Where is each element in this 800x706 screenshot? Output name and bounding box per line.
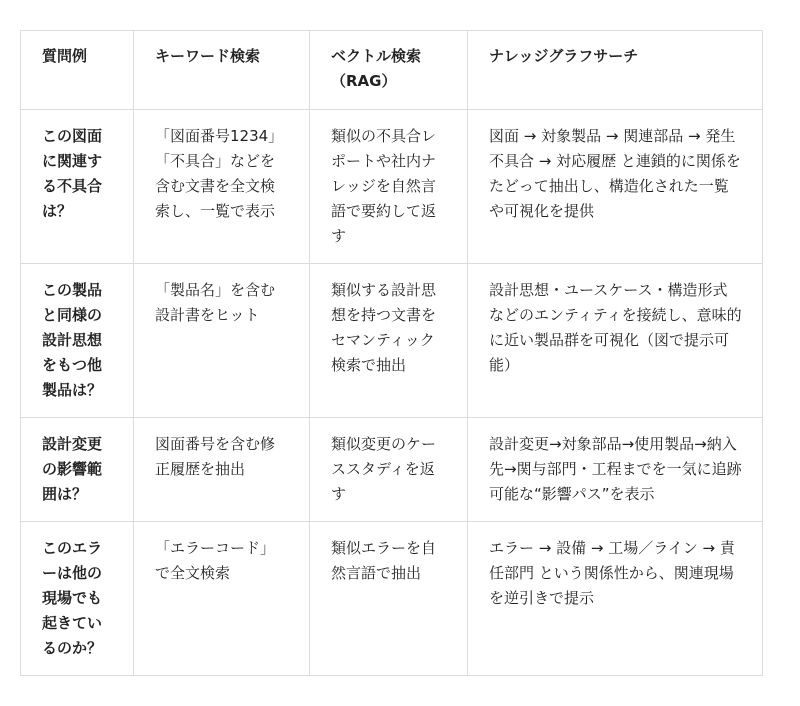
question-cell: 設計変更の影響範囲は？ (21, 418, 134, 522)
keyword-cell: 図面番号を含む修正履歴を抽出 (134, 418, 310, 522)
keyword-cell: 「図面番号1234」「不具合」などを含む文書を全文検索し、一覧で表示 (134, 110, 310, 264)
table-row (21, 264, 763, 418)
comparison-table (20, 30, 763, 676)
header-knowledge-graph: ナレッジグラフサーチ (468, 31, 763, 110)
vector-cell: 類似変更のケーススタディを返す (310, 418, 468, 522)
graph-cell: エラー → 設備 → 工場／ライン → 責任部門 という関係性から、関連現場を逆引きで提示 (468, 522, 763, 676)
question-cell: このエラーは他の現場でも起きているのか？ (21, 522, 134, 676)
question-cell: この図面に関連する不具合は？ (21, 110, 134, 264)
vector-cell: 類似する設計思想を持つ文書をセマンティック検索で抽出 (310, 264, 468, 418)
header-keyword-search: キーワード検索 (134, 31, 310, 110)
header-vector-search: ベクトル検索（RAG） (310, 31, 468, 110)
graph-cell: 図面 → 対象製品 → 関連部品 → 発生不具合 → 対応履歴 と連鎖的に関係をたどって抽出し、構造化された一覧や可視化を提供 (468, 110, 763, 264)
keyword-cell: 「製品名」を含む設計書をヒット (134, 264, 310, 418)
vector-cell: 類似エラーを自然言語で抽出 (310, 522, 468, 676)
comparison-table-container (20, 30, 763, 676)
header-question: 質問例 (21, 31, 134, 110)
table-row (21, 110, 763, 264)
question-cell: この製品と同様の設計思想をもつ他製品は？ (21, 264, 134, 418)
graph-cell: 設計思想・ユースケース・構造形式などのエンティティを接続し、意味的に近い製品群を可視化（図で提示可能） (468, 264, 763, 418)
table-row (21, 418, 763, 522)
keyword-cell: 「エラーコード」で全文検索 (134, 522, 310, 676)
header-row (21, 31, 763, 110)
vector-cell: 類似の不具合レポートや社内ナレッジを自然言語で要約して返す (310, 110, 468, 264)
table-row (21, 522, 763, 676)
graph-cell: 設計変更→対象部品→使用製品→納入先→関与部門・工程までを一気に追跡可能な“影響パス”を表示 (468, 418, 763, 522)
